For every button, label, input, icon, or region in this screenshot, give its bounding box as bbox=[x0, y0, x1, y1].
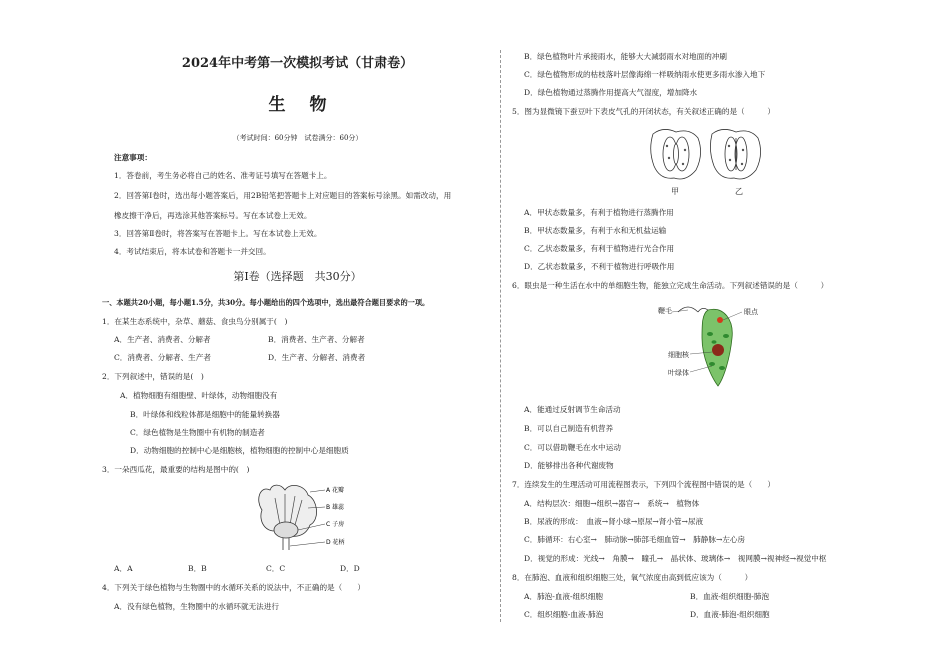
euglena-label: 鞭毛 bbox=[658, 307, 672, 315]
flower-diagram bbox=[250, 480, 360, 552]
note-item: 4．考试结束后，将本试卷和答题卡一并交回。 bbox=[114, 247, 271, 256]
option-b: B．叶绿体和线粒体都是细胞中的能量转换器 bbox=[130, 410, 280, 419]
option-a: A．甲状态数量多，有利于植物进行蒸腾作用 bbox=[524, 208, 674, 217]
option-d: D．血液-肺泡-组织细胞 bbox=[690, 610, 770, 619]
option-d: D．D bbox=[340, 564, 360, 573]
notes-heading: 注意事项： bbox=[114, 153, 152, 162]
exam-title: 2024年中考第一次模拟考试（甘肃卷） bbox=[181, 56, 414, 71]
option-d: D．乙状态数量多，不利于植物进行呼吸作用 bbox=[524, 262, 675, 271]
euglena-label: 细胞核 bbox=[668, 351, 689, 359]
option-c: C．C bbox=[266, 564, 286, 573]
question-stem: 3．一朵西瓜花，最重要的结构是图中的( ) bbox=[102, 465, 250, 474]
option-a: A．结构层次：细胞→组织→器官→ 系统→ 植物体 bbox=[524, 499, 700, 508]
option-c: C．消费者、分解者、生产者 bbox=[114, 353, 211, 362]
option-a: A．能通过反射调节生命活动 bbox=[524, 405, 621, 414]
option-c: C．绿色植物形成的枯枝落叶层像海绵一样吸纳雨水使更多雨水渗入地下 bbox=[524, 70, 766, 79]
question-stem: 6．眼虫是一种生活在水中的单细胞生物，能独立完成生命活动。下列叙述错误的是（ ） bbox=[512, 281, 829, 290]
question-stem: 5．图为显微镜下蚕豆叶下表皮气孔的开闭状态，有关叙述正确的是（ ） bbox=[512, 107, 776, 116]
subject-title: 生物 bbox=[268, 95, 351, 115]
figure-label-yi: 乙 bbox=[735, 187, 743, 196]
question-stem: 4．下列关于绿色植物与生物圈中的水循环关系的说法中，不正确的是（ ） bbox=[102, 583, 366, 592]
note-item: 橡皮擦干净后，再选涂其他答案标号。写在本试卷上无效。 bbox=[114, 211, 312, 220]
option-c: C．乙状态数量多，有利于植物进行光合作用 bbox=[524, 244, 675, 253]
flower-label: D 花柄 bbox=[326, 539, 345, 546]
option-b: B．甲状态数量多，有利于水和无机盐运输 bbox=[524, 226, 667, 235]
option-a: A．生产者、消费者、分解者 bbox=[114, 335, 211, 344]
euglena-label: 眼点 bbox=[744, 308, 758, 316]
option-d: D．视觉的形成：光线→ 角膜→ 瞳孔→ 晶状体、玻璃体→ 视网膜→视神经→视觉中枢 bbox=[524, 554, 827, 563]
question-stem: 2．下列叙述中，错误的是( ) bbox=[102, 372, 204, 381]
option-b: B．绿色植物叶片承接雨水，能够大大减弱雨水对地面的冲刷 bbox=[524, 52, 728, 61]
note-item: 1．答卷前，考生务必将自己的姓名、准考证号填写在答题卡上。 bbox=[114, 171, 332, 180]
section-instruction: 一、本题共20小题，每小题1.5分，共30分。每小题给出的四个选项中，选出最符合题目要求的一项。 bbox=[102, 298, 430, 307]
option-c: C．肺循环：右心室→ 肺动脉→肺部毛细血管→ 肺静脉→左心房 bbox=[524, 535, 746, 544]
option-c: C．可以借助鞭毛在水中运动 bbox=[524, 443, 621, 452]
option-a: A．没有绿色植物，生物圈中的水循环就无法进行 bbox=[114, 602, 279, 611]
option-d: D．绿色植物通过蒸腾作用提高大气湿度，增加降水 bbox=[524, 88, 698, 97]
option-d: D．能够排出各种代谢废物 bbox=[524, 461, 614, 470]
option-b: B．B bbox=[188, 564, 207, 573]
figure-label-jia: 甲 bbox=[671, 187, 679, 196]
option-b: B．血液-组织细胞-肺泡 bbox=[690, 592, 770, 601]
flower-label: B 雄蕊 bbox=[326, 504, 345, 511]
stomata-diagram bbox=[648, 124, 768, 194]
euglena-label: 叶绿体 bbox=[668, 369, 689, 377]
note-item: 2．回答第Ⅰ卷时，选出每小题答案后，用2B铅笔把答题卡上对应题目的答案标号涂黑。如需改动，用 bbox=[114, 191, 452, 200]
option-a: A．A bbox=[114, 564, 133, 573]
option-c: C．组织细胞-血液-肺泡 bbox=[524, 610, 604, 619]
column-divider bbox=[500, 50, 501, 622]
question-stem: 7．连续发生的生理活动可用流程图表示，下列四个流程图中错误的是（ ） bbox=[512, 480, 776, 489]
option-a: A．肺泡-血液-组织细胞 bbox=[524, 592, 603, 601]
question-stem: 1．在某生态系统中，杂草、蘑菇、食虫鸟分别属于( ) bbox=[102, 317, 288, 326]
option-b: B．消费者、生产者、分解者 bbox=[268, 335, 365, 344]
flower-label: C 子房 bbox=[326, 521, 345, 528]
exam-info: （考试时间：60分钟 试卷满分：60分） bbox=[232, 134, 363, 142]
option-a: A．植物细胞有细胞壁、叶绿体，动物细胞没有 bbox=[120, 391, 278, 400]
option-b: B．可以自己制造有机营养 bbox=[524, 424, 614, 433]
option-b: B．尿液的形成： 血液→肾小球→原尿→肾小管→尿液 bbox=[524, 517, 704, 526]
option-c: C．绿色植物是生物圈中有机物的制造者 bbox=[130, 428, 265, 437]
option-d: D．生产者、分解者、消费者 bbox=[268, 353, 366, 362]
flower-label: A 花瓣 bbox=[326, 487, 345, 494]
note-item: 3．回答第Ⅱ卷时，将答案写在答题卡上。写在本试卷上无效。 bbox=[114, 229, 322, 238]
section-title: 第Ⅰ卷（选择题 共30分） bbox=[233, 270, 362, 283]
question-stem: 8．在肺泡、血液和组织细胞三处，氧气浓度由高到低应该为（ ） bbox=[512, 573, 753, 582]
option-d: D．动物细胞的控制中心是细胞核，植物细胞的控制中心是细胞质 bbox=[130, 446, 349, 455]
